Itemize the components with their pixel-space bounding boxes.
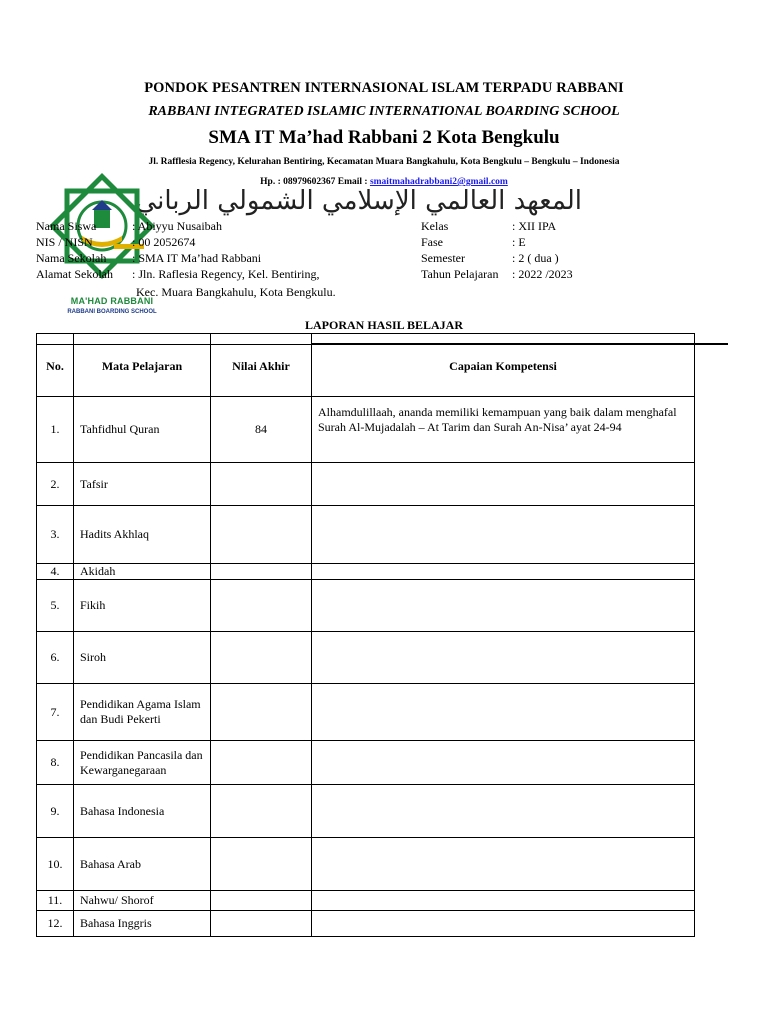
row-score — [211, 911, 312, 937]
row-competency — [312, 463, 695, 506]
fase-label: Fase — [421, 235, 443, 249]
row-competency — [312, 580, 695, 632]
row-number: 11. — [37, 891, 74, 911]
name-value: : Abiyyu Nusaibah — [132, 219, 222, 233]
table-row — [37, 397, 695, 463]
row-competency — [312, 785, 695, 838]
table-row — [37, 891, 695, 911]
row-competency — [312, 891, 695, 911]
header-subject: Mata Pelajaran — [74, 345, 211, 397]
row-subject: Fikih — [74, 580, 211, 632]
row-subject: Bahasa Indonesia — [74, 785, 211, 838]
school-name: SMA IT Ma’had Rabbani 2 Kota Bengkulu — [208, 127, 560, 148]
row-competency — [312, 684, 695, 741]
table-row — [37, 564, 695, 580]
table-row — [37, 838, 695, 891]
table-header-row — [37, 345, 695, 397]
tahun-label: Tahun Pelajaran — [421, 267, 499, 281]
nis-value: : 00 2052674 — [132, 235, 196, 249]
name-label: Nama Siswa — [36, 219, 97, 233]
table-row — [37, 632, 695, 684]
table-spacer-row — [37, 334, 695, 345]
row-subject: Tahfidhul Quran — [74, 397, 211, 463]
header-no: No. — [37, 345, 74, 397]
header-score: Nilai Akhir — [211, 345, 312, 397]
table-row — [37, 506, 695, 564]
school-label: Nama Sekolah — [36, 251, 107, 265]
table-row — [37, 684, 695, 741]
address-label: Alamat Sekolah — [36, 267, 113, 281]
row-number: 5. — [37, 580, 74, 632]
row-subject: Tafsir — [74, 463, 211, 506]
row-competency — [312, 741, 695, 785]
grades-table-body — [37, 334, 695, 937]
row-competency — [312, 564, 695, 580]
row-number: 10. — [37, 838, 74, 891]
grades-table — [36, 333, 695, 937]
row-subject: Bahasa Inggris — [74, 911, 211, 937]
row-score — [211, 785, 312, 838]
tahun-value: : 2022 /2023 — [512, 267, 573, 281]
row-score — [211, 741, 312, 785]
row-score — [211, 463, 312, 506]
logo-title: MA'HAD RABBANI — [70, 296, 154, 306]
table-row — [37, 911, 695, 937]
row-subject: Pendidikan Agama Islam dan Budi Pekerti — [74, 684, 211, 741]
row-subject: Siroh — [74, 632, 211, 684]
report-title: LAPORAN HASIL BELAJAR — [304, 318, 464, 332]
school-address: Jl. Rafflesia Regency, Kelurahan Bentiring, Kecamatan Muara Bangkahulu, Kota Bengkulu – Bengkulu – Indonesia — [148, 157, 620, 167]
row-score: 84 — [211, 397, 312, 463]
semester-value: : 2 ( dua ) — [512, 251, 559, 265]
row-number: 4. — [37, 564, 74, 580]
row-number: 8. — [37, 741, 74, 785]
kelas-value: : XII IPA — [512, 219, 557, 233]
arabic-calligraphy: المعهد العالمي الإسلامي الشمولي الرباني — [135, 186, 582, 216]
row-subject: Nahwu/ Shorof — [74, 891, 211, 911]
email-link[interactable]: smaitmahadrabbani2@gmail.com — [369, 177, 508, 187]
table-row — [37, 580, 695, 632]
row-subject: Bahasa Arab — [74, 838, 211, 891]
institution-name: PONDOK PESANTREN INTERNASIONAL ISLAM TERPADU RABBANI — [144, 80, 624, 96]
semester-label: Semester — [421, 251, 465, 265]
header-competency: Capaian Kompetensi — [312, 345, 695, 397]
row-score — [211, 564, 312, 580]
nis-label: NIS / NISN — [36, 235, 93, 249]
row-score — [211, 506, 312, 564]
row-score — [211, 891, 312, 911]
row-subject: Hadits Akhlaq — [74, 506, 211, 564]
address-value: : Jln. Raflesia Regency, Kel. Bentiring, — [132, 267, 320, 281]
table-row — [37, 463, 695, 506]
row-score — [211, 684, 312, 741]
row-number: 7. — [37, 684, 74, 741]
row-number: 2. — [37, 463, 74, 506]
school-value: : SMA IT Ma’had Rabbani — [132, 251, 262, 265]
address-value-line2: Kec. Muara Bangkahulu, Kota Bengkulu. — [136, 285, 336, 299]
row-competency — [312, 632, 695, 684]
kelas-label: Kelas — [421, 219, 449, 233]
row-competency — [312, 838, 695, 891]
row-number: 12. — [37, 911, 74, 937]
row-score — [211, 838, 312, 891]
student-info — [36, 218, 736, 298]
row-competency — [312, 506, 695, 564]
row-number: 9. — [37, 785, 74, 838]
row-score — [211, 580, 312, 632]
fase-value: : E — [512, 235, 526, 249]
row-subject: Akidah — [74, 564, 211, 580]
row-number: 3. — [37, 506, 74, 564]
row-number: 1. — [37, 397, 74, 463]
row-competency: Alhamdulillaah, ananda memiliki kemampuan yang baik dalam menghafal Surah Al-Mujadalah – At Tarim dan Surah An-Nisa’ ayat 24-94 — [312, 397, 695, 463]
row-number: 6. — [37, 632, 74, 684]
row-competency — [312, 911, 695, 937]
row-score — [211, 632, 312, 684]
phone-text: Hp. : 08979602367 Email : — [260, 177, 370, 187]
table-row — [37, 785, 695, 838]
logo-subtitle: RABBANI BOARDING SCHOOL — [67, 309, 157, 315]
table-row — [37, 741, 695, 785]
row-subject: Pendidikan Pancasila dan Kewarganegaraan — [74, 741, 211, 785]
institution-name-english: RABBANI INTEGRATED ISLAMIC INTERNATIONAL BOARDING SCHOOL — [148, 104, 620, 119]
